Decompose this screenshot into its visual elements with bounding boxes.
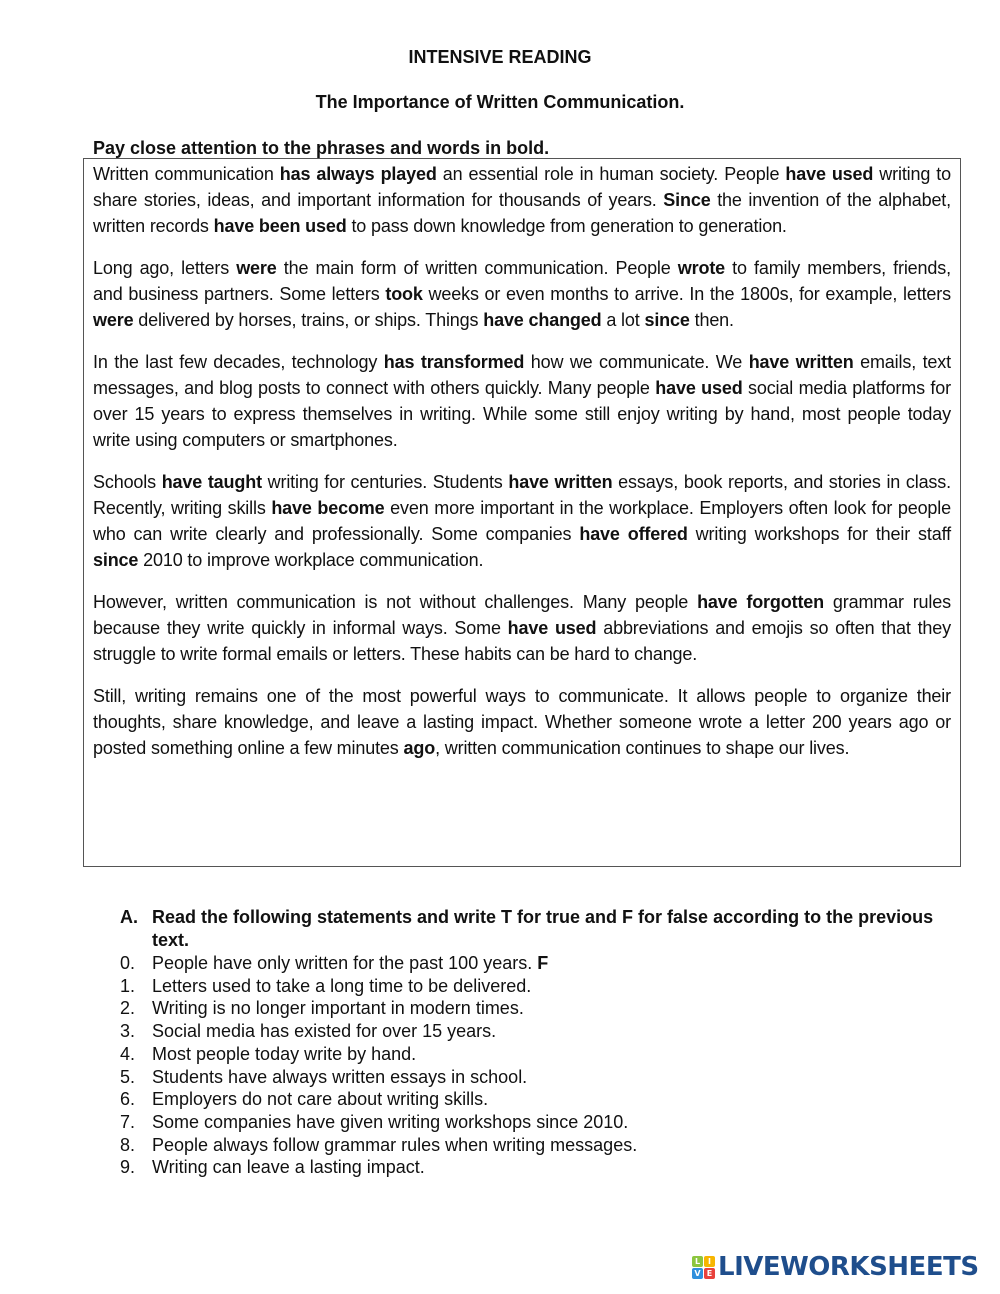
paragraph: However, written communication is not without challenges. Many people have forgotten grammar rules because they write quickly in informal ways. Some have used abbreviations and emojis so often that they struggle to write formal emails or letters. These habits can be hard to change. xyxy=(93,592,951,664)
statement-number: 0. xyxy=(120,953,136,973)
bold-phrase: since xyxy=(93,550,139,570)
statement-number: 3. xyxy=(120,1021,136,1042)
statement-item xyxy=(120,1043,940,1066)
article-title: The Importance of Written Communication. xyxy=(315,92,685,112)
bold-phrase: were xyxy=(93,310,134,330)
statement-number: 9. xyxy=(120,1157,136,1178)
statement-text: Social media has existed for over 15 years. xyxy=(152,1021,497,1042)
statement-text: Employers do not care about writing skills. xyxy=(152,1089,489,1110)
statement-item xyxy=(120,952,940,975)
live-blocks-icon xyxy=(692,1256,715,1279)
paragraph: Long ago, letters were the main form of written communication. People wrote to family members, friends, and business partners. Some letters took weeks or even months to arrive. In the 1800s, for example, letters were delivered by horses, trains, or ships. Things have changed a lot since then. xyxy=(93,258,951,330)
statement-number: 7. xyxy=(120,1111,136,1132)
bold-phrase: since xyxy=(644,310,690,330)
true-false-exercise xyxy=(120,906,940,1179)
statement-item xyxy=(120,1066,940,1089)
bold-phrase: have used xyxy=(507,618,597,638)
bold-phrase: has always played xyxy=(279,164,437,184)
bold-phrase: have become xyxy=(271,498,385,518)
page-title: INTENSIVE READING xyxy=(408,47,592,67)
reading-passage-box xyxy=(83,158,961,867)
paragraph: In the last few decades, technology has transformed how we communicate. We have written emails, text messages, and blog posts to connect with others quickly. Many people have used social media platforms for over 15 years to express themselves in writing. While some still enjoy writing by hand, most people today write using computers or smartphones. xyxy=(93,352,951,450)
bold-phrase: has transformed xyxy=(383,352,525,372)
bold-phrase: Since xyxy=(663,190,711,210)
bold-phrase: have been used xyxy=(213,216,347,236)
statement-item xyxy=(120,1156,940,1179)
bold-phrase: have changed xyxy=(483,310,602,330)
answer-field[interactable]: F xyxy=(537,953,549,973)
bold-phrase: ago xyxy=(403,738,436,758)
statement-item xyxy=(120,975,940,998)
logo-block-i: I xyxy=(704,1256,715,1267)
statement-item xyxy=(120,1134,940,1157)
statement-number: 2. xyxy=(120,998,136,1019)
section-letter: A. xyxy=(120,907,138,927)
statement-number: 4. xyxy=(120,1043,136,1064)
bold-phrase: have taught xyxy=(161,472,262,492)
statement-number: 1. xyxy=(120,975,136,996)
statement-text: Writing can leave a lasting impact. xyxy=(152,1157,425,1178)
statement-number: 6. xyxy=(120,1089,136,1110)
logo-block-v: V xyxy=(692,1268,703,1279)
logo-wordmark: LIVEWORKSHEETS xyxy=(718,1252,979,1282)
statement-text: Most people today write by hand. xyxy=(152,1043,417,1064)
statement-text: Writing is no longer important in modern times. xyxy=(152,998,524,1019)
statement-item xyxy=(120,1020,940,1043)
paragraph: Schools have taught writing for centuries. Students have written essays, book reports, and stories in class. Recently, writing skills have become even more important in the workplace. Employers often look for people who can write clearly and professionally. Some companies have offered writing workshops for their staff since 2010 to improve workplace communication. xyxy=(93,472,951,570)
bold-phrase: have used xyxy=(785,164,874,184)
bold-phrase: have written xyxy=(748,352,854,372)
statement-number: 8. xyxy=(120,1134,136,1155)
bold-phrase: have used xyxy=(655,378,743,398)
bold-phrase: have offered xyxy=(579,524,688,544)
logo-block-e: E xyxy=(704,1268,715,1279)
statement-text: People always follow grammar rules when writing messages. xyxy=(152,1134,638,1155)
bold-phrase: took xyxy=(385,284,423,304)
bold-phrase: have written xyxy=(508,472,613,492)
bold-phrase: were xyxy=(236,258,277,278)
exercise-heading xyxy=(120,906,940,952)
exercise-instruction: Read the following statements and write T for true and F for false according to the previous text. xyxy=(152,907,934,950)
statement-text: People have only written for the past 100 years. xyxy=(152,953,533,973)
statement-item xyxy=(120,1088,940,1111)
statement-text: Some companies have given writing workshops since 2010. xyxy=(152,1111,629,1132)
liveworksheets-logo xyxy=(692,1254,979,1280)
statement-number: 5. xyxy=(120,1066,136,1087)
statement-list xyxy=(120,952,940,1179)
statement-item xyxy=(120,997,940,1020)
reading-instruction: Pay close attention to the phrases and words in bold. xyxy=(93,138,550,158)
logo-block-l: L xyxy=(692,1256,703,1267)
bold-phrase: have forgotten xyxy=(697,592,824,612)
statement-text: Letters used to take a long time to be delivered. xyxy=(152,975,532,996)
bold-phrase: wrote xyxy=(677,258,726,278)
paragraph: Still, writing remains one of the most powerful ways to communicate. It allows people to organize their thoughts, share knowledge, and leave a lasting impact. Whether someone wrote a letter 200 years ago or posted something online a few minutes ago, written communication continues to shape our lives. xyxy=(93,686,951,758)
paragraph: Written communication has always played an essential role in human society. People have used writing to share stories, ideas, and important information for thousands of years. Since the invention of the alphabet, written records have been used to pass down knowledge from generation to generation. xyxy=(93,164,952,236)
statement-item xyxy=(120,1111,940,1134)
statement-text: Students have always written essays in school. xyxy=(152,1066,528,1087)
